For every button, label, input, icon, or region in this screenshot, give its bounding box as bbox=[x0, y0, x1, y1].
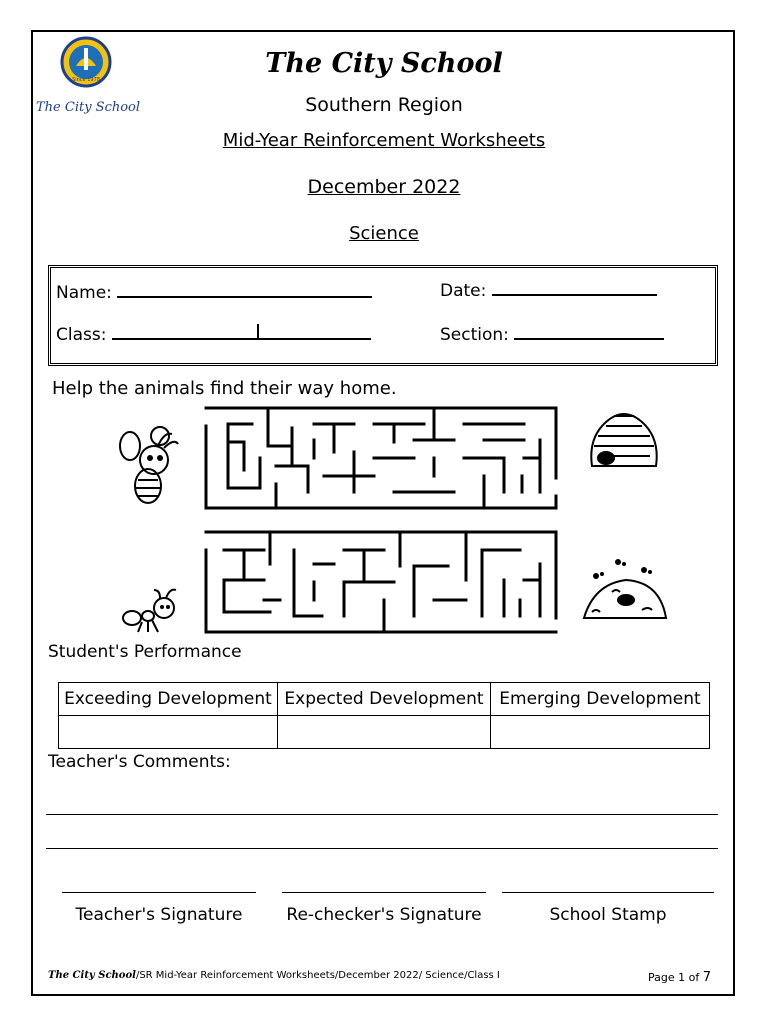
teacher-signature-label: Teacher's Signature bbox=[75, 905, 243, 925]
maze-ant-to-anthill[interactable] bbox=[204, 530, 558, 634]
page-border bbox=[31, 30, 735, 996]
date-label: Date: bbox=[440, 281, 487, 301]
activity-instruction: Help the animals find their way home. bbox=[52, 378, 397, 399]
perf-cell-emerging[interactable] bbox=[491, 716, 710, 749]
rechecker-signature-line[interactable] bbox=[282, 892, 486, 893]
anthill-icon bbox=[582, 556, 668, 622]
table-row bbox=[59, 683, 710, 716]
school-stamp-label: School Stamp bbox=[549, 905, 667, 925]
region: Southern Region bbox=[305, 94, 463, 116]
perf-cell-exceeding[interactable] bbox=[59, 716, 278, 749]
footer-text bbox=[48, 970, 500, 981]
section-label: Section: bbox=[440, 325, 509, 345]
perf-cell-expected[interactable] bbox=[278, 716, 491, 749]
maze-bee-to-hive[interactable] bbox=[204, 406, 558, 510]
name-label: Name: bbox=[56, 283, 112, 303]
subject: Science bbox=[349, 223, 419, 244]
page-number: Page 1 of 7 bbox=[648, 970, 712, 985]
school-stamp-line[interactable] bbox=[502, 892, 714, 893]
perf-header-emerging: Emerging Development bbox=[491, 683, 710, 716]
rechecker-signature-label: Re-checker's Signature bbox=[286, 905, 482, 925]
name-field[interactable] bbox=[56, 282, 372, 303]
footer-path: /SR Mid-Year Reinforcement Worksheets/December 2022/ Science/Class I bbox=[135, 970, 500, 981]
teacher-signature-line[interactable] bbox=[62, 892, 256, 893]
class-label: Class: bbox=[56, 325, 107, 345]
perf-header-expected: Expected Development bbox=[278, 683, 491, 716]
logo-since: Since 1978 bbox=[72, 77, 100, 83]
comments-heading: Teacher's Comments: bbox=[48, 752, 231, 772]
class-field[interactable] bbox=[56, 324, 371, 345]
performance-table bbox=[58, 682, 710, 749]
school-title: The City School bbox=[265, 48, 503, 79]
ant-icon bbox=[122, 588, 182, 636]
comment-line-2[interactable] bbox=[46, 848, 718, 849]
table-row bbox=[59, 716, 710, 749]
perf-header-exceeding: Exceeding Development bbox=[59, 683, 278, 716]
worksheet-title: Mid-Year Reinforcement Worksheets bbox=[222, 130, 546, 151]
comment-line-1[interactable] bbox=[46, 814, 718, 815]
logo-caption: The City School bbox=[36, 100, 141, 115]
beehive-icon bbox=[584, 404, 664, 472]
performance-heading: Student's Performance bbox=[48, 642, 242, 662]
footer-school: The City School bbox=[48, 970, 136, 981]
worksheet-date: December 2022 bbox=[307, 176, 461, 198]
section-field[interactable] bbox=[440, 324, 664, 345]
bee-icon bbox=[116, 426, 184, 510]
date-field[interactable] bbox=[440, 280, 657, 301]
